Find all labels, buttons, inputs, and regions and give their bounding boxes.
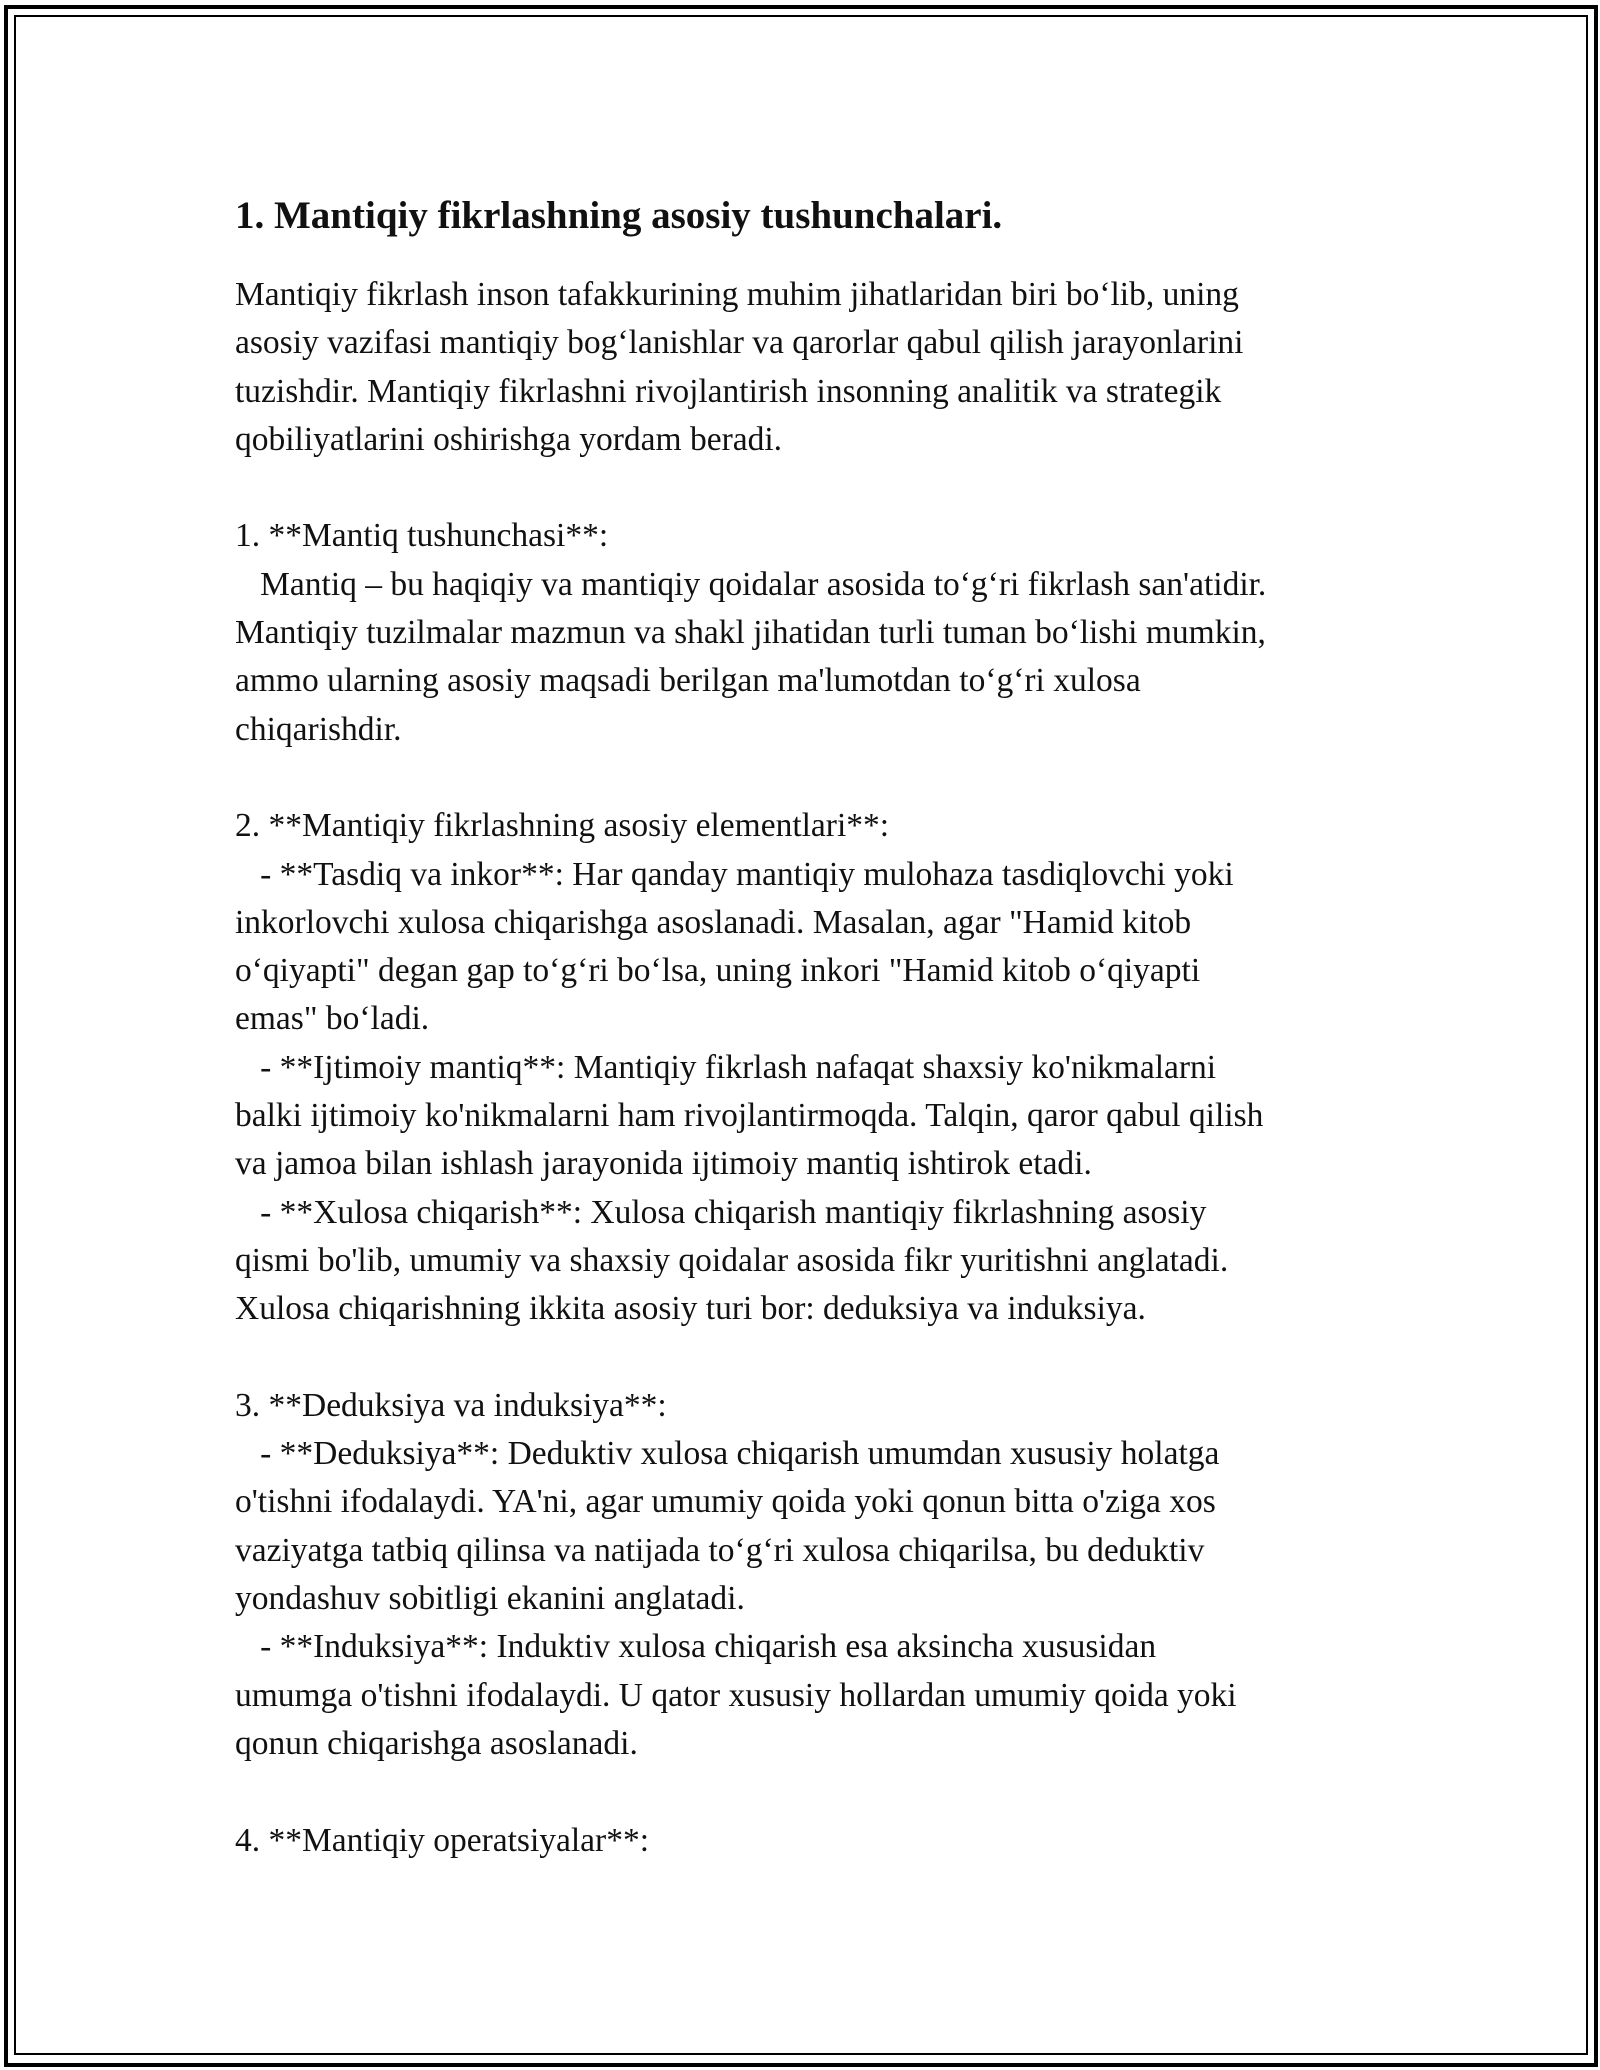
text-line: balki ijtimoiy ko'nikmalarni ham rivojlantirmoqda. Talqin, qaror qabul qilish (235, 1097, 1264, 1135)
text-line: - **Deduksiya**: Deduktiv xulosa chiqarish umumdan xususiy holatga (235, 1435, 1220, 1473)
list-item-heading: 1. **Mantiq tushunchasi**: (235, 517, 609, 555)
text-line: Xulosa chiqarishning ikkita asosiy turi bor: deduksiya va induksiya. (235, 1290, 1146, 1328)
blank-line (235, 1334, 1385, 1382)
text-line: o'tishni ifodalaydi. YA'ni, agar umumiy qoida yoki qonun bitta o'ziga xos (235, 1483, 1216, 1521)
text-line: - **Tasdiq va inkor**: Har qanday mantiqiy mulohaza tasdiqlovchi yoki (235, 855, 1234, 893)
document-body (235, 190, 1385, 1865)
blank-line (235, 464, 1385, 512)
text-line: umumga o'tishni ifodalaydi. U qator xususiy hollardan umumiy qoida yoki (235, 1676, 1237, 1714)
list-item-heading: 4. **Mantiqiy operatsiyalar**: (235, 1821, 650, 1859)
text-line: Mantiqiy fikrlash inson tafakkurining muhim jihatlaridan biri bo‘lib, uning (235, 276, 1239, 313)
text-line: chiqarishdir. (235, 710, 402, 748)
text-line: - **Ijtimoiy mantiq**: Mantiqiy fikrlash nafaqat shaxsiy ko'nikmalarni (235, 1048, 1217, 1086)
blank-line (235, 754, 1385, 802)
text-line: va jamoa bilan ishlash jarayonida ijtimoiy mantiq ishtirok etadi. (235, 1145, 1092, 1183)
text-line: qobiliyatlarini oshirishga yordam beradi. (235, 420, 783, 458)
text-line: - **Xulosa chiqarish**: Xulosa chiqarish mantiqiy fikrlashning asosiy (235, 1193, 1207, 1231)
section-title: 1. Mantiqiy fikrlashning asosiy tushunchalari. (235, 194, 1003, 237)
text-line: qismi bo'lib, umumiy va shaxsiy qoidalar asosida fikr yuritishni anglatadi. (235, 1241, 1229, 1279)
list-item-heading: 2. **Mantiqiy fikrlashning asosiy elementlari**: (235, 807, 890, 845)
text-line: qonun chiqarishga asoslanadi. (235, 1724, 638, 1762)
text-line: vaziyatga tatbiq qilinsa va natijada to‘g‘ri xulosa chiqarilsa, bu deduktiv (235, 1531, 1205, 1569)
text-line: tuzishdir. Mantiqiy fikrlashni rivojlantirish insonning analitik va strategik (235, 372, 1222, 410)
text-line: inkorlovchi xulosa chiqarishga asoslanadi. Masalan, agar "Hamid kitob (235, 903, 1192, 941)
text-line: Mantiqiy tuzilmalar mazmun va shakl jihatidan turli tuman bo‘lishi mumkin, (235, 614, 1266, 652)
text-line: ammo ularning asosiy maqsadi berilgan ma'lumotdan to‘g‘ri xulosa (235, 662, 1141, 700)
text-lines (235, 271, 1385, 1865)
list-item-heading: 3. **Deduksiya va induksiya**: (235, 1386, 667, 1424)
text-line: - **Induksiya**: Induktiv xulosa chiqarish esa aksincha xususidan (235, 1628, 1157, 1666)
text-line: emas" bo‘ladi. (235, 1000, 430, 1038)
blank-line (235, 1768, 1385, 1816)
text-line: Mantiq – bu haqiqiy va mantiqiy qoidalar asosida to‘g‘ri fikrlash san'atidir. (235, 565, 1267, 603)
text-line: asosiy vazifasi mantiqiy bog‘lanishlar va qarorlar qabul qilish jarayonlarini (235, 324, 1244, 362)
text-line: o‘qiyapti" degan gap to‘g‘ri bo‘lsa, uning inkori "Hamid kitob o‘qiyapti (235, 952, 1201, 990)
text-line: yondashuv sobitligi ekanini anglatadi. (235, 1580, 745, 1618)
